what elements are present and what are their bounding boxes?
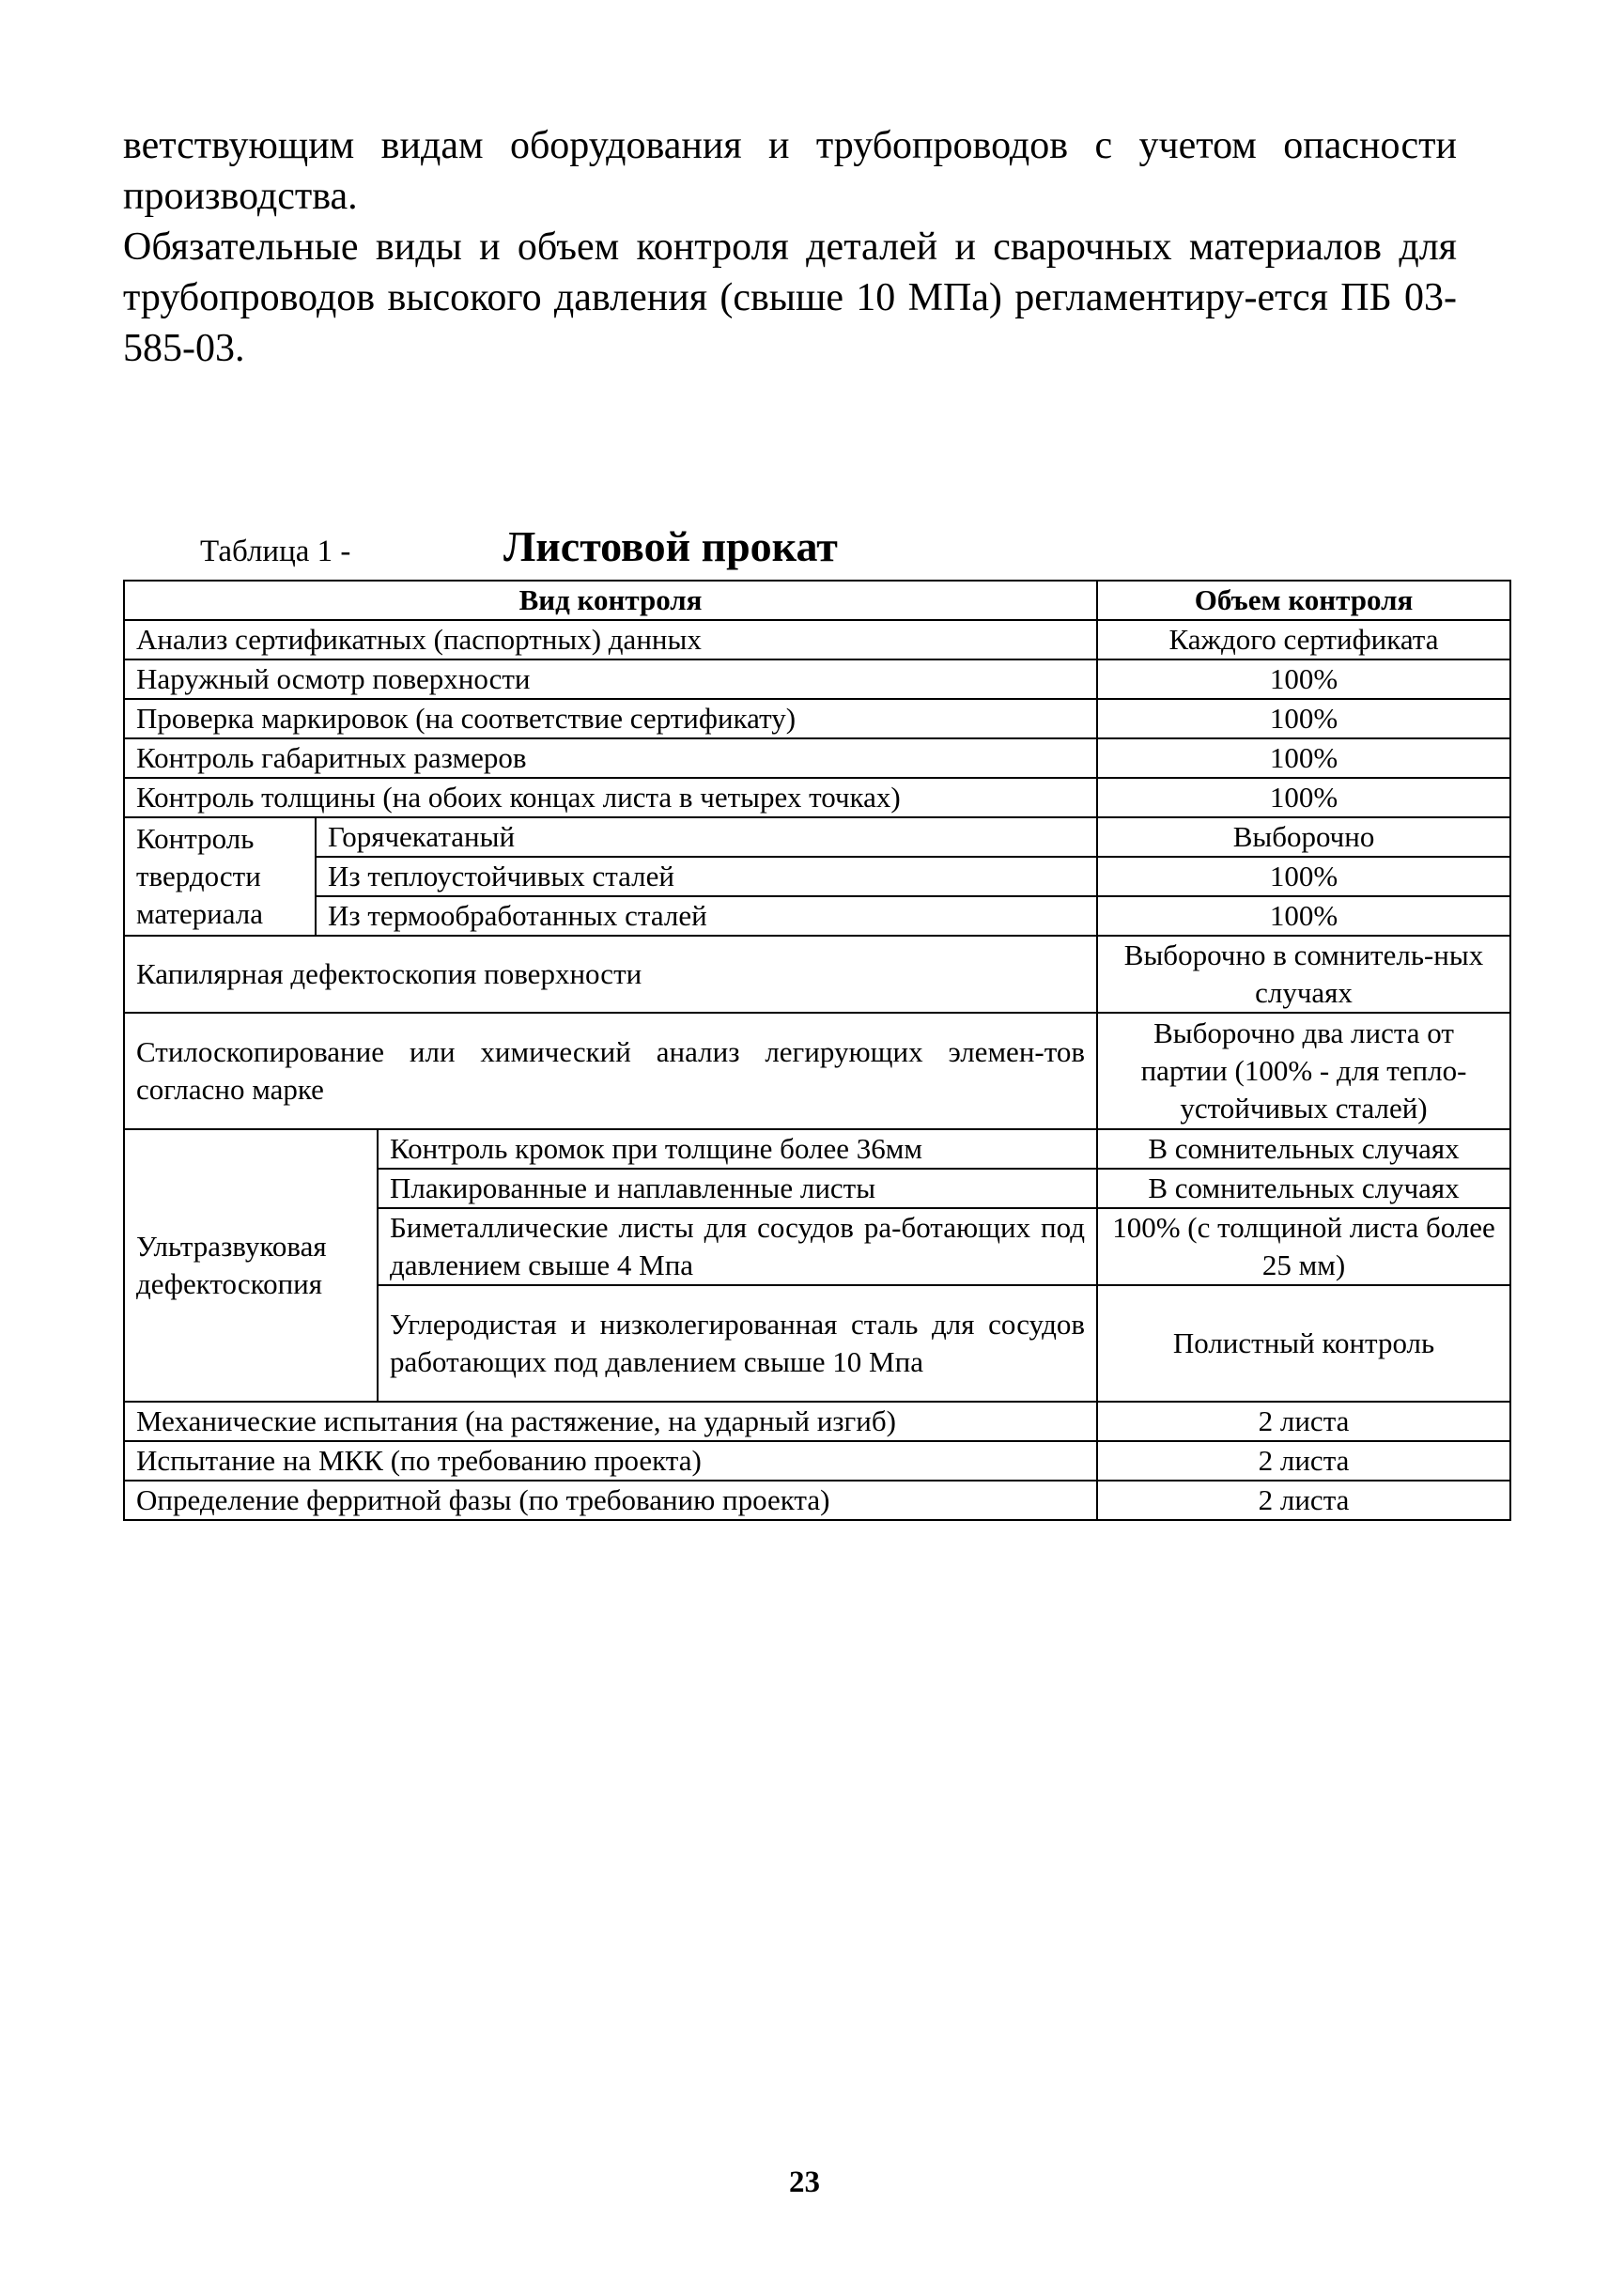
table-row xyxy=(124,1013,1510,1129)
hardness-row xyxy=(124,857,1510,896)
ultrasonic-kind: Контроль кромок при толщине более 36мм xyxy=(378,1129,1097,1169)
capillary-volume: Выборочно в сомнитель-ных случаях xyxy=(1097,936,1510,1013)
control-table xyxy=(123,580,1511,1521)
row-volume: 2 листа xyxy=(1097,1441,1510,1481)
table-row xyxy=(124,659,1510,699)
hardness-kind: Из термообработанных сталей xyxy=(316,896,1097,936)
styloscopy-volume: Выборочно два листа от партии (100% - для тепло-устойчивых сталей) xyxy=(1097,1013,1510,1129)
ultrasonic-kind: Углеродистая и низколегированная сталь для сосудов работающих под давлением свыше 10 Мпа xyxy=(378,1285,1097,1402)
ultrasonic-volume: В сомнительных случаях xyxy=(1097,1169,1510,1208)
hardness-volume: 100% xyxy=(1097,857,1510,896)
row-volume: 100% xyxy=(1097,778,1510,817)
ultrasonic-row xyxy=(124,1129,1510,1169)
row-volume: 100% xyxy=(1097,738,1510,778)
table-row xyxy=(124,738,1510,778)
row-volume: 2 листа xyxy=(1097,1402,1510,1441)
row-kind: Контроль габаритных размеров xyxy=(124,738,1097,778)
ultrasonic-kind: Биметаллические листы для сосудов ра-ботающих под давлением свыше 4 Мпа xyxy=(378,1208,1097,1285)
row-volume: 100% xyxy=(1097,699,1510,738)
table-caption-label: Таблица 1 - xyxy=(200,535,351,568)
hardness-volume: 100% xyxy=(1097,896,1510,936)
ultrasonic-group-label: Ультразвуковая дефектоскопия xyxy=(124,1129,378,1402)
header-volume: Объем контроля xyxy=(1097,581,1510,620)
row-kind: Определение ферритной фазы (по требованию проекта) xyxy=(124,1481,1097,1520)
table-row xyxy=(124,699,1510,738)
intro-paragraph-2: Обязательные виды и объем контроля деталей и сварочных материалов для трубопроводов высокого давления (свыше 10 МПа) регламентиру-ется ПБ 03-585-03. xyxy=(123,225,1457,370)
row-volume: 100% xyxy=(1097,659,1510,699)
row-volume: Каждого сертификата xyxy=(1097,620,1510,659)
table-caption-title: Листовой прокат xyxy=(503,522,838,570)
table-row xyxy=(124,1481,1510,1520)
table-row xyxy=(124,778,1510,817)
hardness-kind: Из теплоустойчивых сталей xyxy=(316,857,1097,896)
styloscopy-kind: Стилоскопирование или химический анализ легирующих элемен-тов согласно марке xyxy=(124,1013,1097,1129)
capillary-kind: Капилярная дефектоскопия поверхности xyxy=(124,936,1097,1013)
hardness-row xyxy=(124,896,1510,936)
row-kind: Испытание на МКК (по требованию проекта) xyxy=(124,1441,1097,1481)
row-kind: Наружный осмотр поверхности xyxy=(124,659,1097,699)
ultrasonic-kind: Плакированные и наплавленные листы xyxy=(378,1169,1097,1208)
hardness-group-label: Контроль твердости материала xyxy=(124,817,316,936)
row-kind: Механические испытания (на растяжение, на ударный изгиб) xyxy=(124,1402,1097,1441)
intro-paragraph-1: ветствующим видам оборудования и трубопроводов с учетом опасности производства. xyxy=(123,124,1457,218)
ultrasonic-volume: Полистный контроль xyxy=(1097,1285,1510,1402)
hardness-volume: Выборочно xyxy=(1097,817,1510,857)
table-header-row xyxy=(124,581,1510,620)
table-row xyxy=(124,1402,1510,1441)
intro-text xyxy=(123,120,1457,374)
table-row xyxy=(124,620,1510,659)
table-row xyxy=(124,1441,1510,1481)
header-kind: Вид контроля xyxy=(124,581,1097,620)
table-row xyxy=(124,936,1510,1013)
row-kind: Анализ сертификатных (паспортных) данных xyxy=(124,620,1097,659)
hardness-kind: Горячекатаный xyxy=(316,817,1097,857)
hardness-row xyxy=(124,817,1510,857)
row-volume: 2 листа xyxy=(1097,1481,1510,1520)
row-kind: Проверка маркировок (на соответствие сертификату) xyxy=(124,699,1097,738)
ultrasonic-volume: В сомнительных случаях xyxy=(1097,1129,1510,1169)
row-kind: Контроль толщины (на обоих концах листа в четырех точках) xyxy=(124,778,1097,817)
ultrasonic-volume: 100% (с толщиной листа более 25 мм) xyxy=(1097,1208,1510,1285)
page-number: 23 xyxy=(789,2165,820,2199)
